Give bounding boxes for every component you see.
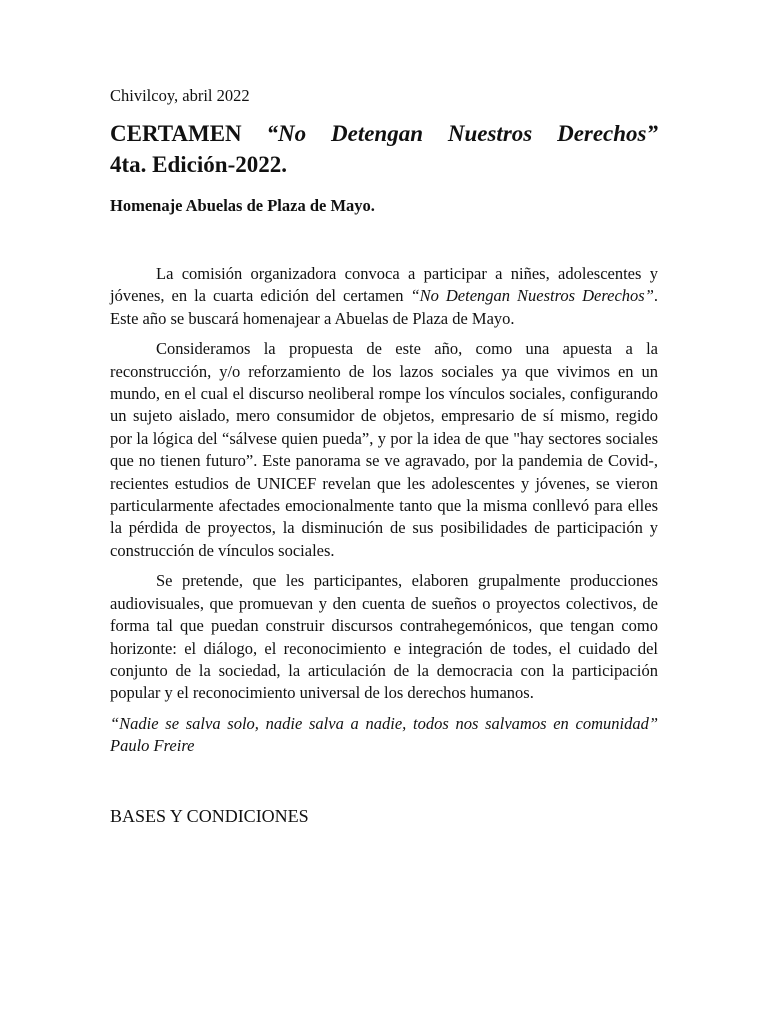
quote: “Nadie se salva solo, nadie salva a nadie, todos nos salvamos en comunidad” Paulo Freire (110, 713, 658, 756)
paragraph-1 (110, 263, 658, 330)
document-title (110, 118, 658, 149)
paragraph-1-after: . Este año se buscará homenajear a Abuelas de Plaza de Mayo. (110, 286, 658, 328)
paragraph-1-before: La comisión organizadora convoca a participar a niñes, adolescentes y jóvenes, en la cuarta edición del certamen (110, 264, 658, 306)
title-italic: “No Detengan Nuestros Derechos” (266, 121, 659, 146)
place-date: Chivilcoy, abril 2022 (110, 86, 250, 105)
document-page (110, 84, 658, 828)
paragraph-2: Consideramos la propuesta de este año, como una apuesta a la reconstrucción, y/o reforzamiento de los lazos sociales ya que vivimos en un mundo, en el cual el discurso neoliberal rompe los vínculos sociales, configurando un sujeto aislado, mero consumidor de objetos, empresario de sí mismo, regido por la lógica del “sálvese quien pueda”, y por la idea de que "hay sectores sociales que no tienen futuro”. Este panorama se ve agravado, por la pandemia de Covid-, recientes estudios de UNICEF revelan que les adolescentes y jóvenes, se vieron particularmente afectades emocionalmente tanto que la misma conllevó para elles la pérdida de proyectos, la disminución de sus posibilidades de participación y construcción de vínculos sociales. (110, 339, 658, 560)
title-prefix: CERTAMEN (110, 121, 267, 146)
edition-label: 4ta. Edición-2022. (110, 152, 287, 177)
bases-heading: BASES Y CONDICIONES (110, 805, 309, 826)
paragraph-3: Se pretende, que les participantes, elaboren grupalmente producciones audiovisuales, que promuevan y den cuenta de sueños o proyectos colectivos, de forma tal que puedan construir discursos contrahegemónicos, que tengan como horizonte: el diálogo, el reconocimiento e integración de todes, el cuidado del conjunto de la sociedad, la articulación de la democracia con la participación popular y el reconocimiento universal de los derechos humanos. (110, 571, 658, 703)
homage-heading: Homenaje Abuelas de Plaza de Mayo. (110, 196, 375, 215)
paragraph-1-italic: “No Detengan Nuestros Derechos” (410, 286, 654, 306)
